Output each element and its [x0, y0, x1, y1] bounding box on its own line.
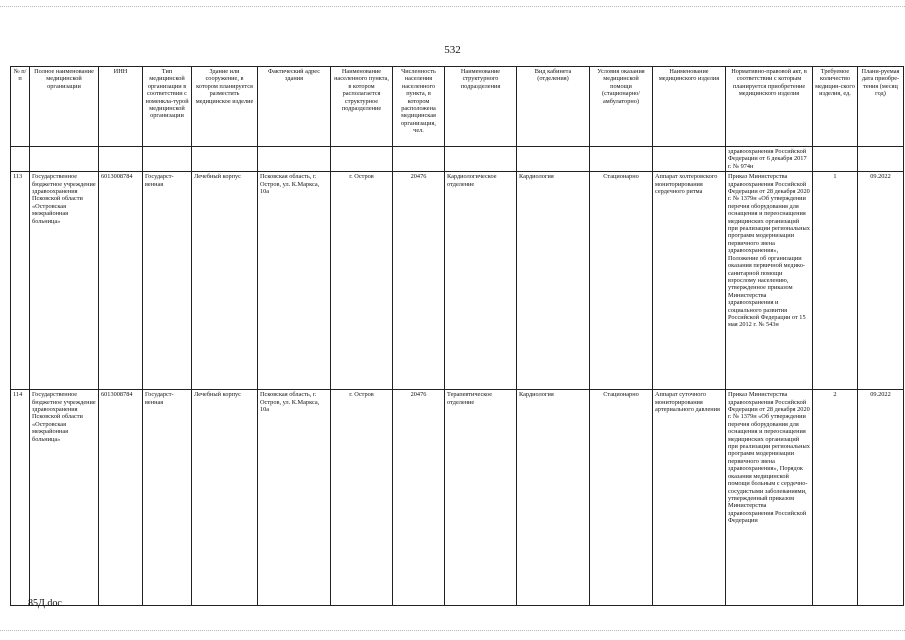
- header-num: № п/п: [11, 67, 30, 147]
- header-cabinet: Вид кабинета (отделения): [517, 67, 590, 147]
- row-division: Терапевтическое отделение: [445, 390, 517, 606]
- row-division: Кардиологическое отделение: [445, 172, 517, 390]
- carryover-row: [11, 147, 904, 172]
- row-building: Лечебный корпус: [192, 172, 258, 390]
- header-population: Численность населения населенного пункта, в котором расположена медицинская организация, чел.: [393, 67, 445, 147]
- row-type: Государст-венная: [143, 390, 192, 606]
- row-cabinet: Кардиология: [517, 172, 590, 390]
- row-inn: 6013008784: [99, 390, 143, 606]
- header-org: Полное наименование медицинской организации: [30, 67, 99, 147]
- header-date: Плани-руемая дата приобре-тения (месяц год): [858, 67, 904, 147]
- header-inn: ИНН: [99, 67, 143, 147]
- equipment-register-table: [10, 66, 904, 606]
- row-population: 20476: [393, 390, 445, 606]
- row-qty: 2: [813, 390, 858, 606]
- header-division: Наименование структурного подразделения: [445, 67, 517, 147]
- header-type: Тип медицинской организации в соответствии с номенкла-турой медицинской организации: [143, 67, 192, 147]
- row-act: Приказ Министерства здравоохранения Российской Федерации от 28 декабря 2020 г. № 1379н «Об утверждении перечня оборудования для оснащения и переоснащения медицинских организаций при реализации региональных программ модернизации первичного звена здравоохранения», Положение об организации оказания первичной медико-санитарной помощи взрослому населению, утвержденное приказом Министерства здравоохранения и социального развития Российской Федерации от 15 мая 2012 г. № 543н: [726, 172, 813, 390]
- carryover-act-text: здравоохранения Российской Федерации от 6 декабря 2017 г. № 974н: [726, 147, 813, 172]
- row-conditions: Стационарно: [590, 172, 653, 390]
- row-date: 09.2022: [858, 172, 904, 390]
- row-num: 113: [11, 172, 30, 390]
- header-conditions: Условия оказания медицинской помощи (стационарно/ амбулаторно): [590, 67, 653, 147]
- row-settlement: г. Остров: [331, 172, 393, 390]
- row-address: Псковская область, г. Остров, ул. К.Маркса, 10а: [258, 390, 331, 606]
- table-row: [11, 172, 904, 390]
- header-device: Наименование медицинского изделия: [653, 67, 726, 147]
- header-building: Здание или сооружение, в котором планируется разместить медицинское изделие: [192, 67, 258, 147]
- row-org: Государственное бюджетное учреждение здравоохранения Псковской области «Островская межрайонная больница»: [30, 172, 99, 390]
- row-device: Аппарат суточного мониторирования артериального давления: [653, 390, 726, 606]
- header-row: [11, 67, 904, 147]
- header-address: Фактический адрес здания: [258, 67, 331, 147]
- row-type: Государст-венная: [143, 172, 192, 390]
- row-num: 114: [11, 390, 30, 606]
- document-filename: 85Д.doc: [28, 598, 62, 609]
- row-inn: 6013008784: [99, 172, 143, 390]
- row-date: 09.2022: [858, 390, 904, 606]
- header-settlement: Наименование населенного пункта, в котором располагается структурное подразделение: [331, 67, 393, 147]
- scan-edge-top: [0, 6, 905, 7]
- row-cabinet: Кардиология: [517, 390, 590, 606]
- row-address: Псковская область, г. Остров, ул. К.Маркса, 10а: [258, 172, 331, 390]
- row-settlement: г. Остров: [331, 390, 393, 606]
- row-qty: 1: [813, 172, 858, 390]
- header-qty: Требуемое количество медицин-ского изделия, ед.: [813, 67, 858, 147]
- header-act: Нормативно-правовой акт, в соответствии с которым планируется приобретение медицинского изделия: [726, 67, 813, 147]
- scan-edge-bottom: [0, 630, 905, 631]
- row-device: Аппарат холтеровского мониторирования сердечного ритма: [653, 172, 726, 390]
- table-row: [11, 390, 904, 606]
- page-number: 532: [444, 44, 461, 56]
- row-population: 20476: [393, 172, 445, 390]
- row-conditions: Стационарно: [590, 390, 653, 606]
- row-building: Лечебный корпус: [192, 390, 258, 606]
- row-act: Приказ Министерства здравоохранения Российской Федерации от 28 декабря 2020 г. № 1379н «Об утверждении перечня оборудования для оснащения и переоснащения медицинских организаций при реализации региональных программ модернизации первичного звена здравоохранения», Порядок оказания медицинской помощи больным с сердечно-сосудистыми заболеваниями, утвержденный приказом Министерства здравоохранения Российской Федерации: [726, 390, 813, 606]
- row-org: Государственное бюджетное учреждение здравоохранения Псковской области «Островская межрайонная больница»: [30, 390, 99, 606]
